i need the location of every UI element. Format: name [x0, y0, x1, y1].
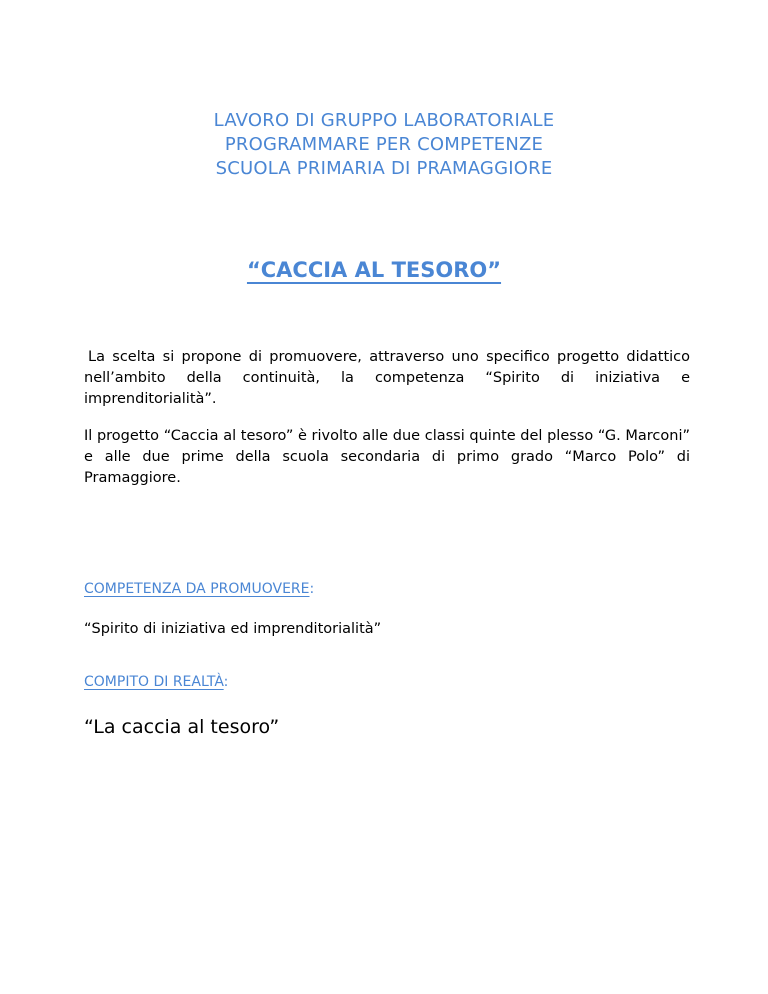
header-line-3: SCUOLA PRIMARIA DI PRAMAGGIORE — [215, 158, 553, 179]
competenza-colon: : — [309, 581, 315, 597]
document-title-text: “CACCIA AL TESORO” — [246, 258, 502, 282]
compito-heading — [84, 674, 228, 690]
compito-value: “La caccia al tesoro” — [84, 716, 280, 738]
header-line-1: LAVORO DI GRUPPO LABORATORIALE — [213, 110, 555, 131]
compito-label: COMPITO DI REALTÀ — [84, 674, 224, 690]
document-title — [0, 258, 748, 282]
document-header — [0, 109, 768, 181]
header-line-2: PROGRAMMARE PER COMPETENZE — [224, 134, 544, 155]
competenza-label: COMPETENZA DA PROMUOVERE — [84, 581, 310, 597]
competenza-heading — [84, 581, 314, 597]
project-paragraph: Il progetto “Caccia al tesoro” è rivolto alle due classi quinte del plesso “G. Marconi” e alle due prime della scuola secondaria di primo grado “Marco Polo” di Pramaggiore. — [84, 428, 690, 486]
intro-paragraph: La scelta si propone di promuovere, attraverso uno specifico progetto didattico nell’ambito della continuità, la competenza “Spirito di iniziativa e imprenditorialità”. — [84, 349, 690, 407]
compito-colon: : — [223, 674, 229, 690]
competenza-value: “Spirito di iniziativa ed imprenditorialità” — [84, 621, 382, 637]
